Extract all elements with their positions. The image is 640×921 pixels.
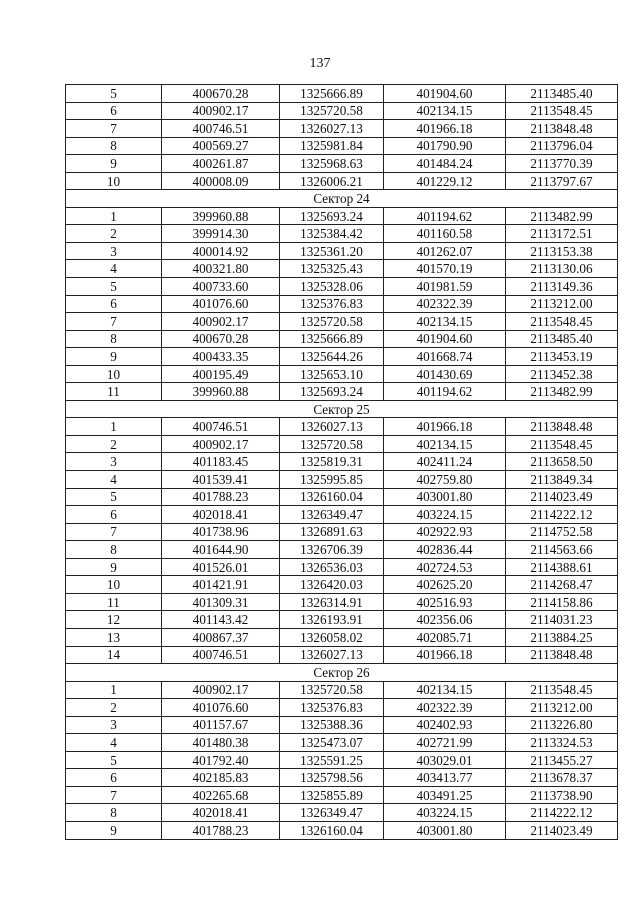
- point-number-cell: 6: [66, 769, 162, 787]
- point-number-cell: 2: [66, 699, 162, 717]
- x2-coord-cell: 403001.80: [384, 821, 506, 839]
- y-coord-cell: 1325968.63: [280, 155, 384, 173]
- x2-coord-cell: 402411.24: [384, 453, 506, 471]
- point-number-cell: 5: [66, 278, 162, 296]
- table-row: [66, 558, 618, 576]
- y-coord-cell: 1325693.24: [280, 207, 384, 225]
- y2-coord-cell: 2114031.23: [506, 611, 618, 629]
- y2-coord-cell: 2113172.51: [506, 225, 618, 243]
- y-coord-cell: 1325819.31: [280, 453, 384, 471]
- x2-coord-cell: 403029.01: [384, 751, 506, 769]
- point-number-cell: 3: [66, 242, 162, 260]
- x2-coord-cell: 401262.07: [384, 242, 506, 260]
- table-row: [66, 541, 618, 559]
- x-coord-cell: 400670.28: [162, 330, 280, 348]
- point-number-cell: 8: [66, 541, 162, 559]
- y2-coord-cell: 2113482.99: [506, 207, 618, 225]
- x2-coord-cell: 402836.44: [384, 541, 506, 559]
- y-coord-cell: 1325653.10: [280, 365, 384, 383]
- y-coord-cell: 1325328.06: [280, 278, 384, 296]
- x-coord-cell: 400867.37: [162, 628, 280, 646]
- sector-title: Сектор 25: [66, 400, 618, 418]
- y-coord-cell: 1325720.58: [280, 681, 384, 699]
- x2-coord-cell: 402724.53: [384, 558, 506, 576]
- table-row: [66, 172, 618, 190]
- y-coord-cell: 1325798.56: [280, 769, 384, 787]
- point-number-cell: 9: [66, 558, 162, 576]
- x2-coord-cell: 401484.24: [384, 155, 506, 173]
- y2-coord-cell: 2114222.12: [506, 506, 618, 524]
- y2-coord-cell: 2113548.45: [506, 102, 618, 120]
- y2-coord-cell: 2114023.49: [506, 488, 618, 506]
- y2-coord-cell: 2113149.36: [506, 278, 618, 296]
- x-coord-cell: 401143.42: [162, 611, 280, 629]
- x-coord-cell: 399914.30: [162, 225, 280, 243]
- table-row: [66, 628, 618, 646]
- x2-coord-cell: 401160.58: [384, 225, 506, 243]
- coordinates-table: [65, 84, 618, 840]
- point-number-cell: 9: [66, 821, 162, 839]
- x2-coord-cell: 402402.93: [384, 716, 506, 734]
- x-coord-cell: 401738.96: [162, 523, 280, 541]
- x-coord-cell: 401539.41: [162, 471, 280, 489]
- y-coord-cell: 1325384.42: [280, 225, 384, 243]
- x-coord-cell: 401157.67: [162, 716, 280, 734]
- point-number-cell: 3: [66, 716, 162, 734]
- y-coord-cell: 1325855.89: [280, 786, 384, 804]
- y2-coord-cell: 2113212.00: [506, 699, 618, 717]
- x-coord-cell: 400733.60: [162, 278, 280, 296]
- point-number-cell: 6: [66, 506, 162, 524]
- y-coord-cell: 1326891.63: [280, 523, 384, 541]
- y-coord-cell: 1325720.58: [280, 435, 384, 453]
- sector-header-row: [66, 190, 618, 208]
- point-number-cell: 1: [66, 207, 162, 225]
- y2-coord-cell: 2114158.86: [506, 593, 618, 611]
- point-number-cell: 11: [66, 593, 162, 611]
- table-row: [66, 383, 618, 401]
- y2-coord-cell: 2113130.06: [506, 260, 618, 278]
- y-coord-cell: 1325666.89: [280, 85, 384, 103]
- y2-coord-cell: 2113770.39: [506, 155, 618, 173]
- y-coord-cell: 1326027.13: [280, 646, 384, 664]
- sector-header-row: [66, 664, 618, 682]
- x2-coord-cell: 402134.15: [384, 102, 506, 120]
- point-number-cell: 5: [66, 488, 162, 506]
- point-number-cell: 4: [66, 734, 162, 752]
- point-number-cell: 1: [66, 681, 162, 699]
- point-number-cell: 3: [66, 453, 162, 471]
- y2-coord-cell: 2113485.40: [506, 330, 618, 348]
- y2-coord-cell: 2113849.34: [506, 471, 618, 489]
- point-number-cell: 6: [66, 102, 162, 120]
- point-number-cell: 11: [66, 383, 162, 401]
- table-row: [66, 120, 618, 138]
- table-row: [66, 207, 618, 225]
- table-row: [66, 365, 618, 383]
- table-row: [66, 278, 618, 296]
- y-coord-cell: 1325995.85: [280, 471, 384, 489]
- table-row: [66, 681, 618, 699]
- table-row: [66, 821, 618, 839]
- y2-coord-cell: 2113738.90: [506, 786, 618, 804]
- x2-coord-cell: 401430.69: [384, 365, 506, 383]
- y-coord-cell: 1325981.84: [280, 137, 384, 155]
- table-row: [66, 242, 618, 260]
- y2-coord-cell: 2113848.48: [506, 646, 618, 664]
- y-coord-cell: 1325720.58: [280, 102, 384, 120]
- x-coord-cell: 401526.01: [162, 558, 280, 576]
- y2-coord-cell: 2114752.58: [506, 523, 618, 541]
- x2-coord-cell: 401966.18: [384, 120, 506, 138]
- x-coord-cell: 402265.68: [162, 786, 280, 804]
- y2-coord-cell: 2114222.12: [506, 804, 618, 822]
- y-coord-cell: 1325644.26: [280, 348, 384, 366]
- x-coord-cell: 400670.28: [162, 85, 280, 103]
- point-number-cell: 8: [66, 804, 162, 822]
- x-coord-cell: 400321.80: [162, 260, 280, 278]
- y-coord-cell: 1325666.89: [280, 330, 384, 348]
- x2-coord-cell: 403491.25: [384, 786, 506, 804]
- sector-title: Сектор 26: [66, 664, 618, 682]
- x-coord-cell: 401788.23: [162, 821, 280, 839]
- x-coord-cell: 402185.83: [162, 769, 280, 787]
- table-row: [66, 313, 618, 331]
- y2-coord-cell: 2113153.38: [506, 242, 618, 260]
- point-number-cell: 10: [66, 365, 162, 383]
- y2-coord-cell: 2114268.47: [506, 576, 618, 594]
- y-coord-cell: 1326349.47: [280, 506, 384, 524]
- y-coord-cell: 1325361.20: [280, 242, 384, 260]
- x-coord-cell: 400195.49: [162, 365, 280, 383]
- x-coord-cell: 402018.41: [162, 506, 280, 524]
- x2-coord-cell: 402922.93: [384, 523, 506, 541]
- table-row: [66, 506, 618, 524]
- y2-coord-cell: 2113548.45: [506, 435, 618, 453]
- point-number-cell: 4: [66, 260, 162, 278]
- x2-coord-cell: 402759.80: [384, 471, 506, 489]
- x-coord-cell: 401076.60: [162, 295, 280, 313]
- table-row: [66, 593, 618, 611]
- x-coord-cell: 401480.38: [162, 734, 280, 752]
- point-number-cell: 4: [66, 471, 162, 489]
- point-number-cell: 7: [66, 120, 162, 138]
- x-coord-cell: 400902.17: [162, 435, 280, 453]
- y2-coord-cell: 2113678.37: [506, 769, 618, 787]
- point-number-cell: 9: [66, 348, 162, 366]
- point-number-cell: 6: [66, 295, 162, 313]
- y2-coord-cell: 2113324.53: [506, 734, 618, 752]
- y-coord-cell: 1326006.21: [280, 172, 384, 190]
- x-coord-cell: 400902.17: [162, 313, 280, 331]
- table-row: [66, 523, 618, 541]
- table-row: [66, 453, 618, 471]
- y-coord-cell: 1325376.83: [280, 699, 384, 717]
- point-number-cell: 10: [66, 576, 162, 594]
- y2-coord-cell: 2113884.25: [506, 628, 618, 646]
- y-coord-cell: 1326706.39: [280, 541, 384, 559]
- y2-coord-cell: 2113797.67: [506, 172, 618, 190]
- y2-coord-cell: 2113658.50: [506, 453, 618, 471]
- point-number-cell: 1: [66, 418, 162, 436]
- table-row: [66, 155, 618, 173]
- sector-title: Сектор 24: [66, 190, 618, 208]
- x2-coord-cell: 402134.15: [384, 313, 506, 331]
- table-row: [66, 804, 618, 822]
- table-row: [66, 435, 618, 453]
- table-row: [66, 418, 618, 436]
- table-row: [66, 699, 618, 717]
- point-number-cell: 7: [66, 313, 162, 331]
- x2-coord-cell: 401194.62: [384, 383, 506, 401]
- y-coord-cell: 1326027.13: [280, 120, 384, 138]
- x2-coord-cell: 402356.06: [384, 611, 506, 629]
- y2-coord-cell: 2113548.45: [506, 313, 618, 331]
- y-coord-cell: 1325473.07: [280, 734, 384, 752]
- y2-coord-cell: 2113452.38: [506, 365, 618, 383]
- x-coord-cell: 401076.60: [162, 699, 280, 717]
- y-coord-cell: 1326058.02: [280, 628, 384, 646]
- x2-coord-cell: 403413.77: [384, 769, 506, 787]
- point-number-cell: 8: [66, 330, 162, 348]
- table-row: [66, 716, 618, 734]
- table-row: [66, 295, 618, 313]
- x-coord-cell: 400261.87: [162, 155, 280, 173]
- y2-coord-cell: 2113848.48: [506, 418, 618, 436]
- y-coord-cell: 1325325.43: [280, 260, 384, 278]
- point-number-cell: 8: [66, 137, 162, 155]
- x2-coord-cell: 402134.15: [384, 435, 506, 453]
- x-coord-cell: 400746.51: [162, 418, 280, 436]
- y2-coord-cell: 2114563.66: [506, 541, 618, 559]
- table-row: [66, 330, 618, 348]
- y2-coord-cell: 2113226.80: [506, 716, 618, 734]
- x2-coord-cell: 401229.12: [384, 172, 506, 190]
- x2-coord-cell: 402322.39: [384, 295, 506, 313]
- x2-coord-cell: 401194.62: [384, 207, 506, 225]
- table-row: [66, 769, 618, 787]
- table-row: [66, 646, 618, 664]
- y2-coord-cell: 2113212.00: [506, 295, 618, 313]
- y-coord-cell: 1326160.04: [280, 488, 384, 506]
- y2-coord-cell: 2113548.45: [506, 681, 618, 699]
- y-coord-cell: 1326027.13: [280, 418, 384, 436]
- y2-coord-cell: 2113848.48: [506, 120, 618, 138]
- table-row: [66, 85, 618, 103]
- y-coord-cell: 1326349.47: [280, 804, 384, 822]
- x-coord-cell: 399960.88: [162, 207, 280, 225]
- x2-coord-cell: 401904.60: [384, 85, 506, 103]
- table-row: [66, 734, 618, 752]
- table-row: [66, 751, 618, 769]
- y2-coord-cell: 2113485.40: [506, 85, 618, 103]
- x2-coord-cell: 401904.60: [384, 330, 506, 348]
- coordinates-table-body: [66, 85, 618, 840]
- x2-coord-cell: 402721.99: [384, 734, 506, 752]
- table-row: [66, 137, 618, 155]
- point-number-cell: 7: [66, 786, 162, 804]
- point-number-cell: 10: [66, 172, 162, 190]
- x2-coord-cell: 403001.80: [384, 488, 506, 506]
- x-coord-cell: 401792.40: [162, 751, 280, 769]
- x-coord-cell: 400902.17: [162, 102, 280, 120]
- point-number-cell: 14: [66, 646, 162, 664]
- point-number-cell: 5: [66, 85, 162, 103]
- table-row: [66, 260, 618, 278]
- page-number: 137: [309, 56, 331, 71]
- x2-coord-cell: 401981.59: [384, 278, 506, 296]
- y-coord-cell: 1326536.03: [280, 558, 384, 576]
- y-coord-cell: 1326193.91: [280, 611, 384, 629]
- x-coord-cell: 400433.35: [162, 348, 280, 366]
- x2-coord-cell: 401790.90: [384, 137, 506, 155]
- x-coord-cell: 401183.45: [162, 453, 280, 471]
- x2-coord-cell: 401668.74: [384, 348, 506, 366]
- table-row: [66, 611, 618, 629]
- x-coord-cell: 401421.91: [162, 576, 280, 594]
- x2-coord-cell: 402085.71: [384, 628, 506, 646]
- x2-coord-cell: 401966.18: [384, 418, 506, 436]
- y-coord-cell: 1326160.04: [280, 821, 384, 839]
- y-coord-cell: 1325591.25: [280, 751, 384, 769]
- x2-coord-cell: 403224.15: [384, 506, 506, 524]
- point-number-cell: 13: [66, 628, 162, 646]
- point-number-cell: 12: [66, 611, 162, 629]
- y-coord-cell: 1325376.83: [280, 295, 384, 313]
- table-row: [66, 348, 618, 366]
- table-row: [66, 576, 618, 594]
- x2-coord-cell: 402516.93: [384, 593, 506, 611]
- y2-coord-cell: 2113455.27: [506, 751, 618, 769]
- y-coord-cell: 1326314.91: [280, 593, 384, 611]
- y-coord-cell: 1325693.24: [280, 383, 384, 401]
- x-coord-cell: 400746.51: [162, 120, 280, 138]
- x-coord-cell: 399960.88: [162, 383, 280, 401]
- y2-coord-cell: 2113796.04: [506, 137, 618, 155]
- x2-coord-cell: 401570.19: [384, 260, 506, 278]
- x-coord-cell: 401644.90: [162, 541, 280, 559]
- point-number-cell: 7: [66, 523, 162, 541]
- x-coord-cell: 400746.51: [162, 646, 280, 664]
- point-number-cell: 2: [66, 435, 162, 453]
- y-coord-cell: 1325720.58: [280, 313, 384, 331]
- sector-header-row: [66, 400, 618, 418]
- table-row: [66, 488, 618, 506]
- x-coord-cell: 402018.41: [162, 804, 280, 822]
- x-coord-cell: 400569.27: [162, 137, 280, 155]
- x2-coord-cell: 402134.15: [384, 681, 506, 699]
- y2-coord-cell: 2113453.19: [506, 348, 618, 366]
- x-coord-cell: 401309.31: [162, 593, 280, 611]
- table-row: [66, 786, 618, 804]
- point-number-cell: 9: [66, 155, 162, 173]
- x2-coord-cell: 403224.15: [384, 804, 506, 822]
- point-number-cell: 2: [66, 225, 162, 243]
- x-coord-cell: 400902.17: [162, 681, 280, 699]
- x2-coord-cell: 401966.18: [384, 646, 506, 664]
- y-coord-cell: 1326420.03: [280, 576, 384, 594]
- table-row: [66, 102, 618, 120]
- table-row: [66, 225, 618, 243]
- x-coord-cell: 400008.09: [162, 172, 280, 190]
- table-row: [66, 471, 618, 489]
- point-number-cell: 5: [66, 751, 162, 769]
- x-coord-cell: 400014.92: [162, 242, 280, 260]
- y2-coord-cell: 2113482.99: [506, 383, 618, 401]
- x2-coord-cell: 402625.20: [384, 576, 506, 594]
- x-coord-cell: 401788.23: [162, 488, 280, 506]
- x2-coord-cell: 402322.39: [384, 699, 506, 717]
- y2-coord-cell: 2114023.49: [506, 821, 618, 839]
- y-coord-cell: 1325388.36: [280, 716, 384, 734]
- y2-coord-cell: 2114388.61: [506, 558, 618, 576]
